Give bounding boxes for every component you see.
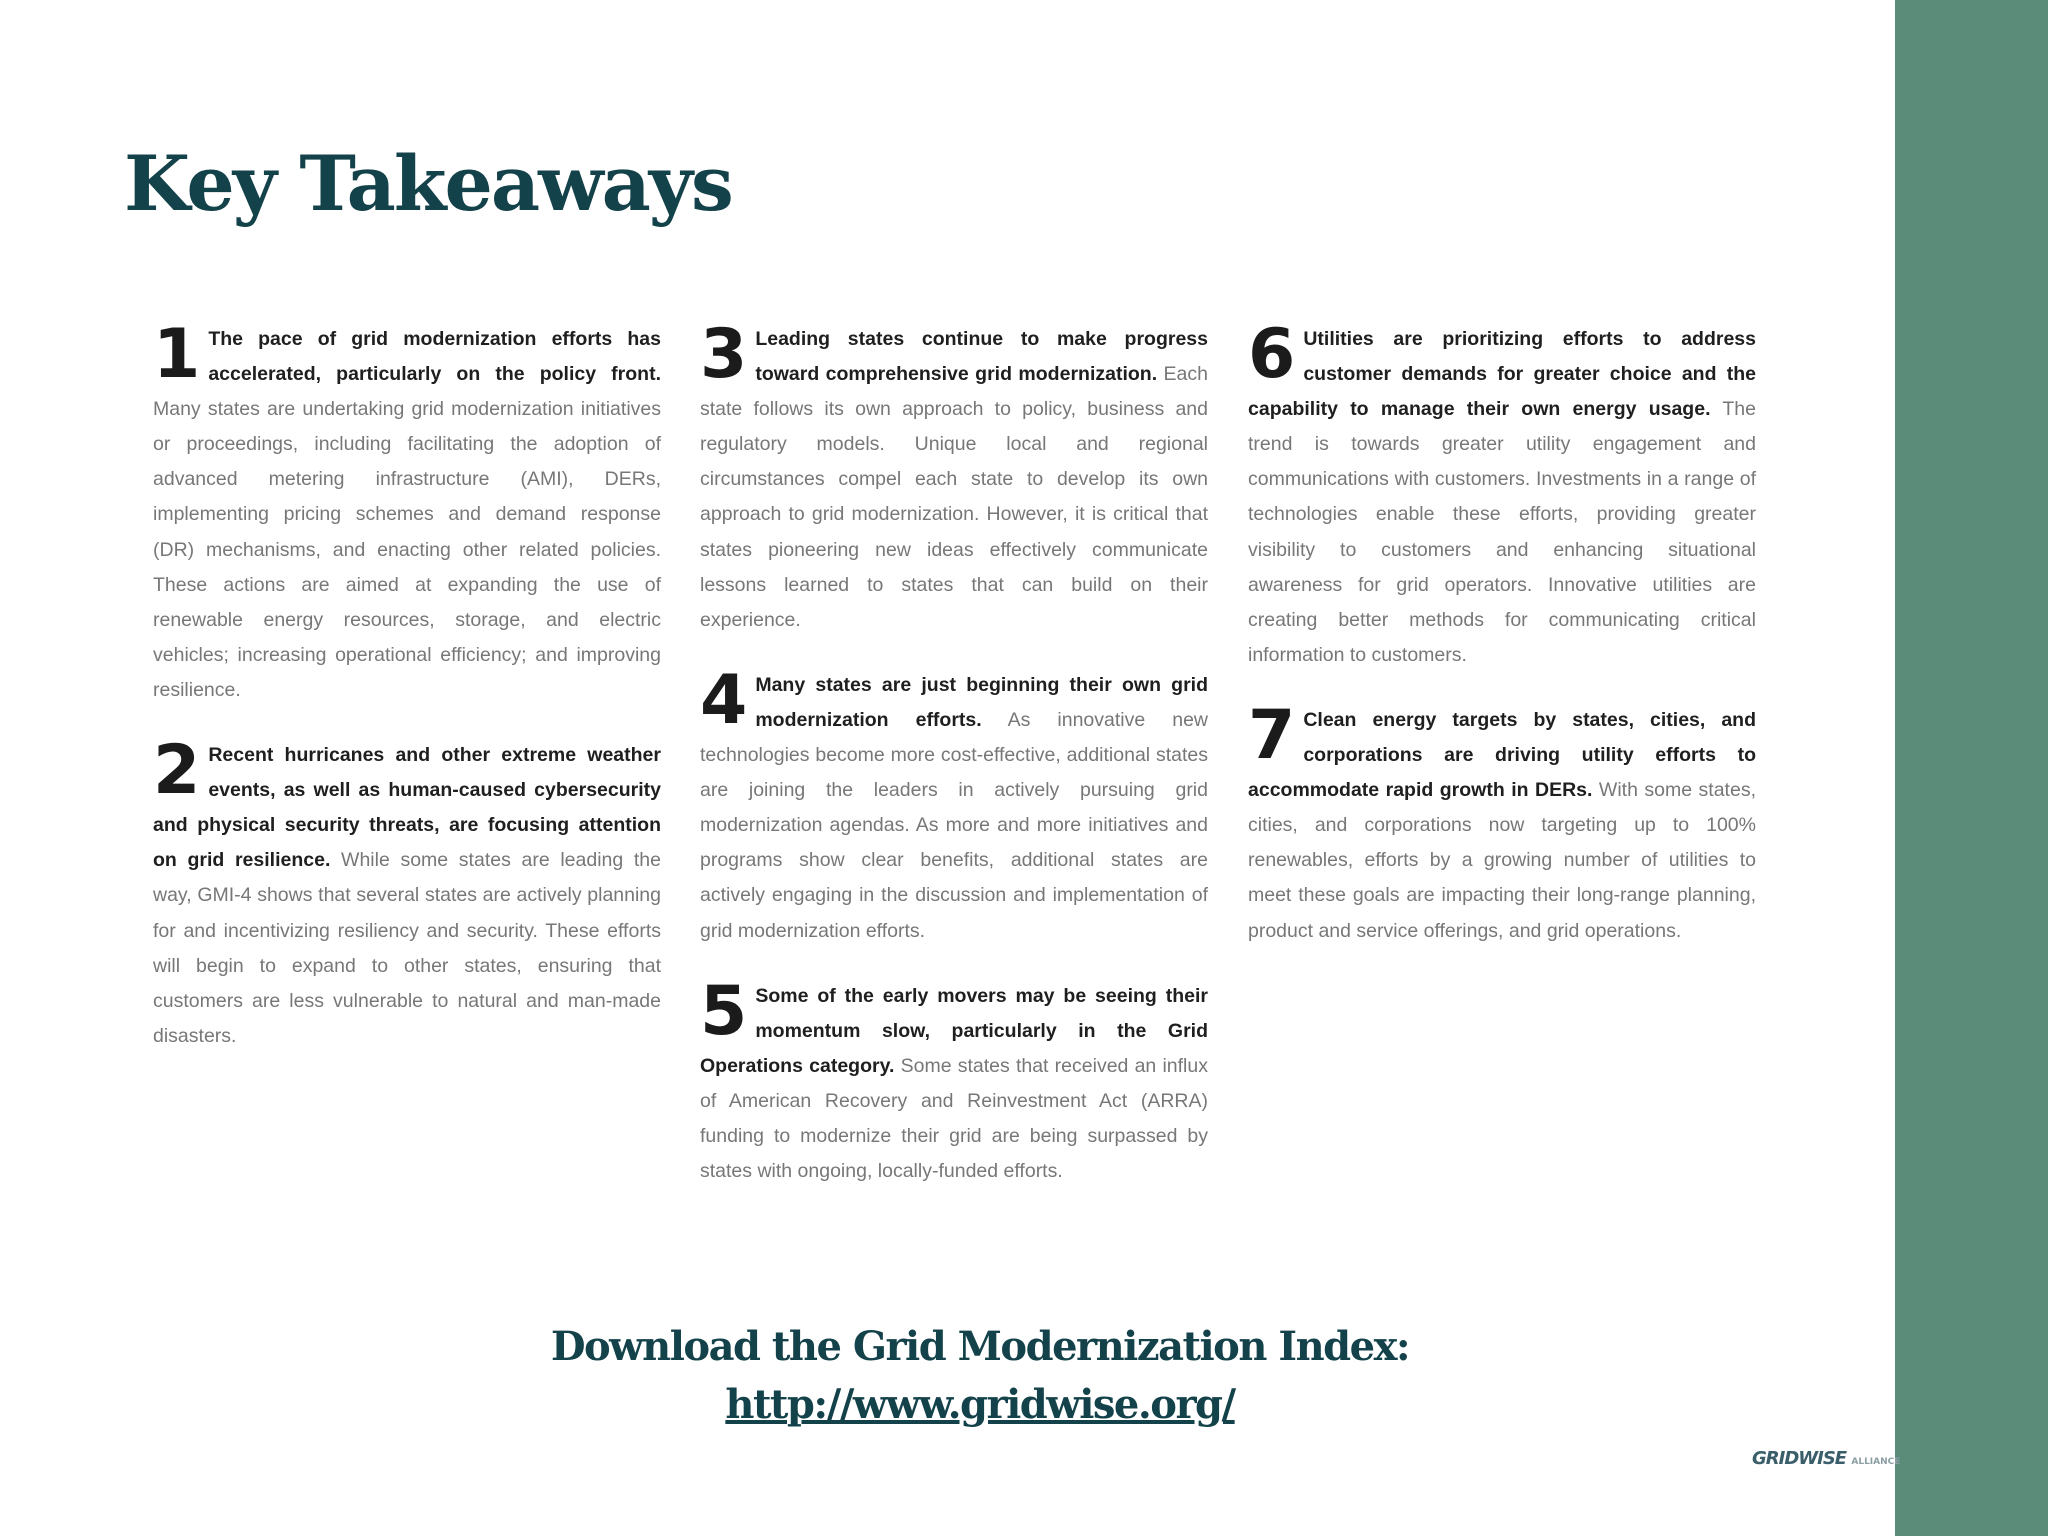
takeaway-item-2 bbox=[153, 731, 661, 1054]
takeaway-item-5 bbox=[700, 971, 1208, 1190]
takeaway-body: Some states that received an influx of American Recovery and Reinvestment Act (ARRA) funding to modernize their grid are being surpassed by states with ongoing, locally-funded efforts. bbox=[700, 1054, 1208, 1183]
takeaway-item-1 bbox=[153, 315, 661, 708]
page-title: Key Takeaways bbox=[124, 139, 732, 228]
takeaway-body: The trend is towards greater utility engagement and communications with customers. Investments in a range of technologies enable these efforts, providing greater visibility to customers and enhancing situational awareness for grid operators. Innovative utilities are creating better methods for communicating critical information to customers. bbox=[1248, 398, 1756, 666]
takeaway-number: 1 bbox=[153, 315, 199, 394]
takeaway-lead: The pace of grid modernization efforts has accelerated, particularly on the policy front. bbox=[208, 328, 661, 386]
takeaway-body: As innovative new technologies become more cost-effective, additional states are joining the leaders in actively pursuing grid modernization agendas. As more and more initiatives and programs show clear benefits, additional states are actively engaging in the discussion and implementation of grid modernization efforts. bbox=[700, 708, 1209, 942]
logo-wordmark: GRIDWISE bbox=[1752, 1448, 1847, 1469]
takeaway-body: Each state follows its own approach to policy, business and regulatory models. Unique local and regional circumstances compel each state to develop its own approach to grid modernization. However, it is critical that states pioneering new ideas effectively communicate lessons learned to states that can build on their experience. bbox=[700, 363, 1208, 631]
takeaways-column-3 bbox=[1248, 315, 1756, 979]
takeaway-lead: Clean energy targets by states, cities, and corporations are driving utility efforts to accommodate rapid growth in DERs. bbox=[1248, 708, 1756, 802]
gridwise-logo bbox=[1752, 1448, 1901, 1474]
right-sidebar-band bbox=[1895, 0, 2048, 1536]
takeaway-lead: Utilities are prioritizing efforts to address customer demands for greater choice and the capability to manage their own energy usage. bbox=[1248, 328, 1756, 421]
takeaway-number: 2 bbox=[153, 731, 199, 811]
takeaways-column-2 bbox=[700, 315, 1209, 1219]
takeaway-item-3 bbox=[700, 315, 1208, 638]
download-label: Download the Grid Modernization Index: bbox=[550, 1323, 1410, 1370]
logo-subtext: ALLIANCE bbox=[1851, 1457, 1901, 1467]
takeaway-number: 6 bbox=[1248, 315, 1294, 394]
takeaway-lead: Some of the early movers may be seeing their momentum slow, particularly in the Grid Operations category. bbox=[700, 984, 1208, 1077]
takeaway-item-6 bbox=[1248, 315, 1756, 673]
takeaway-number: 4 bbox=[700, 660, 746, 740]
takeaway-body: While some states are leading the way, GMI-4 shows that several states are actively planning for and incentivizing resiliency and security. These efforts will begin to expand to other states, ensuring that customers are less vulnerable to natural and man-made disasters. bbox=[153, 849, 661, 1047]
takeaway-item-4 bbox=[700, 660, 1209, 949]
takeaway-number: 5 bbox=[700, 971, 746, 1051]
takeaway-body: With some states, cities, and corporations now targeting up to 100% renewables, efforts by a growing number of utilities to meet these goals are impacting their long-range planning, product and service offerings, and grid operations. bbox=[1248, 779, 1756, 942]
takeaway-item-7 bbox=[1248, 695, 1756, 949]
takeaway-number: 3 bbox=[700, 315, 746, 394]
takeaway-lead: Recent hurricanes and other extreme weather events, as well as human-caused cybersecurity and physical security threats, are focusing attention on grid resilience. bbox=[153, 744, 661, 872]
download-section bbox=[460, 1318, 1500, 1434]
takeaways-column-1 bbox=[153, 315, 661, 1084]
takeaway-lead: Many states are just beginning their own grid modernization efforts. bbox=[755, 673, 1208, 731]
takeaway-lead: Leading states continue to make progress toward comprehensive grid modernization. bbox=[755, 328, 1208, 386]
takeaway-number: 7 bbox=[1248, 695, 1294, 775]
takeaway-body: Many states are undertaking grid modernization initiatives or proceedings, including facilitating the adoption of advanced metering infrastructure (AMI), DERs, implementing pricing schemes and demand response (DR) mechanisms, and enacting other related policies. These actions are aimed at expanding the use of renewable energy resources, storage, and electric vehicles; increasing operational efficiency; and improving resilience. bbox=[153, 398, 661, 701]
download-link[interactable]: http://www.gridwise.org/ bbox=[725, 1381, 1235, 1428]
